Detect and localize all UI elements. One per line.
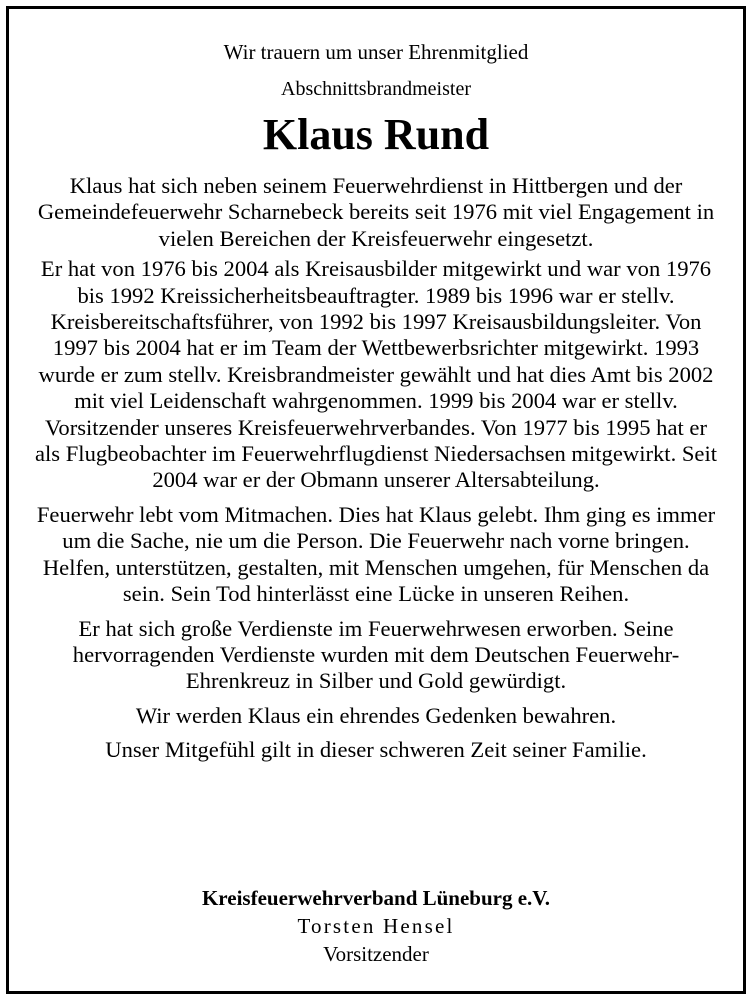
paragraph-tribute: Feuerwehr lebt vom Mitmachen. Dies hat Klaus gelebt. Ihm ging es immer um die Sache, nie um die Person. Die Feuerwehr nach vorne bringen. Helfen, unterstützen, gestalten, mit Menschen umgehen, für Menschen da sein. Sein Tod hinterlässt eine Lücke in unseren Reihen. xyxy=(36,501,716,607)
obituary-notice xyxy=(6,6,746,994)
paragraph-honors: Er hat sich große Verdienste im Feuerwehrwesen erworben. Seine hervorragenden Verdienste wurden mit dem Deutschen Feuerwehr-Ehrenkreuz in Silber und Gold gewürdigt. xyxy=(72,615,680,694)
paragraph-remembrance: Wir werden Klaus ein ehrendes Gedenken bewahren. xyxy=(135,702,617,728)
signature-title: Vorsitzender xyxy=(323,942,429,966)
intro-line: Wir trauern um unser Ehrenmitglied xyxy=(223,40,529,64)
signature-organization: Kreisfeuerwehrverband Lüneburg e.V. xyxy=(201,886,551,910)
rank-title: Abschnittsbrandmeister xyxy=(281,78,471,100)
signature-block xyxy=(9,884,743,968)
signature-person: Torsten Hensel xyxy=(297,914,455,938)
paragraph-career-details: Er hat von 1976 bis 2004 als Kreisausbilder mitgewirkt und war von 1976 bis 1992 Kreissicherheitsbeauftragter. 1989 bis 1996 war er stellv. Kreisbereitschaftsführer, von 1992 bis 1997 Kreisausbildungsleiter. Von 1997 bis 2004 hat er im Team der Wettbewerbsrichter mitgewirkt. 1993 wurde er zum stellv. Kreisbrandmeister gewählt und hat dies Amt bis 2002 mit viel Leidenschaft wahrgenommen. 1999 bis 2004 war er stellv. Vorsitzender unseres Kreisfeuerwehrverbandes. Von 1977 bis 1995 hat er als Flugbeobachter im Feuerwehrflugdienst Niedersachsen mitgewirkt. Seit 2004 war er der Obmann unserer Altersabteilung. xyxy=(34,256,718,493)
deceased-name: Klaus Rund xyxy=(262,110,490,159)
paragraph-career-start: Klaus hat sich neben seinem Feuerwehrdienst in Hittbergen und der Gemeindefeuerwehr Scharnebeck bereits seit 1976 mit viel Engagement in vielen Bereichen der Kreisfeuerwehr eingesetzt. xyxy=(37,173,715,251)
paragraph-condolence: Unser Mitgefühl gilt in dieser schweren Zeit seiner Familie. xyxy=(105,737,647,763)
obituary-body xyxy=(31,173,721,764)
